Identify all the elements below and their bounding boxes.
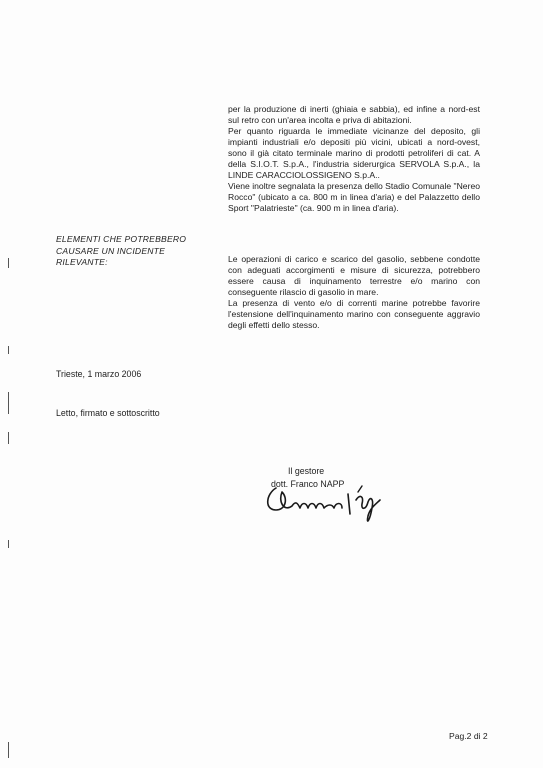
section-body: [228, 254, 480, 331]
signed-statement: Letto, firmato e sottoscritto: [56, 408, 160, 418]
handwritten-signature: [262, 480, 392, 530]
paragraph: per la produzione di inerti (ghiaia e sabbia), ed infine a nord-est sul retro con un'area incolta e priva di abitazioni.: [228, 104, 480, 125]
paragraph: Le operazioni di carico e scarico del gasolio, sebbene condotte con adeguati accorgimenti e misure di sicurezza, potrebbero essere causa di inquinamento terrestre e/o marino con conseguente rilascio di gasolio in mare.: [228, 254, 480, 297]
scan-margin-marks: [0, 0, 14, 768]
paragraph: La presenza di vento e/o di correnti marine potrebbe favorire l'estensione dell'inquinamento marino con conseguente aggravio degli effetti dello stesso.: [228, 298, 480, 330]
body-paragraphs-top: [228, 104, 480, 214]
manager-name: dott. Franco NAPP: [271, 479, 345, 489]
section-heading: [56, 234, 206, 269]
section-heading-line: CAUSARE UN INCIDENTE: [56, 245, 166, 256]
section-heading-line: RILEVANTE:: [56, 257, 108, 267]
section-heading-line: ELEMENTI CHE POTREBBERO: [56, 234, 187, 244]
place-and-date: Trieste, 1 marzo 2006: [56, 369, 142, 379]
paragraph: Viene inoltre segnalata la presenza dello Stadio Comunale "Nereo Rocco" (ubicato a ca. 800 m in linea d'aria) e del Palazzetto dello Sport "Palatrieste" (ca. 900 m in linea d'aria).: [228, 181, 480, 213]
manager-label: Il gestore: [288, 466, 325, 476]
page-number: Pag.2 di 2: [449, 731, 488, 741]
paragraph: Per quanto riguarda le immediate vicinanze del deposito, gli impianti industriali e/o depositi più vicini, ubicati a nord-ovest, sono il già citato terminale marino di prodotti petroliferi di cat. A della S.I.O.T. S.p.A., l'industria siderurgica SERVOLA S.p.A., la LINDE CARACCIOLOSSIGENO S.p.A..: [228, 126, 480, 180]
